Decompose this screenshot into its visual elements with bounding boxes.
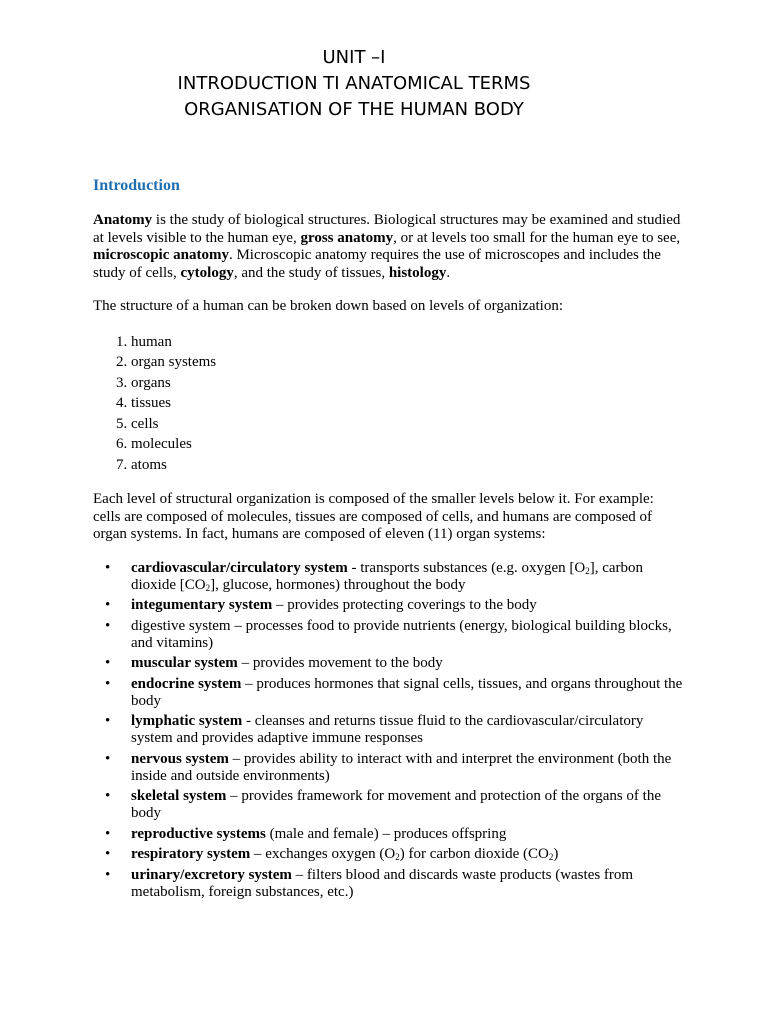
list-item: • lymphatic system - cleanses and returns tissue fluid to the cardiovascular/circulatory system and provides adaptive immune responses (105, 713, 644, 746)
list-item: • respiratory system – exchanges oxygen $(O_2)$ for carbon dioxide $(CO_2)$ (105, 846, 559, 862)
intro-paragraph: Anatomy is the study of biological structures. Biological structures may be examined and studied at levels visible to the human eye, gross anatomy, or at levels too small for the human eye to see, microscopic anatomy. Microscopic anatomy requires the use of microscopes and includes the study of cells, cytology, and the study of tissues, histology. (93, 212, 681, 281)
list-item: • cardiovascular/circulatory system - transports substances (e.g. oxygen $[O_2]$, carbon dioxide $[CO_2]$, glucose, hormones) throughout the body (105, 559, 644, 593)
list-item: • endocrine system – produces hormones that signal cells, tissues, and organs throughout the body (105, 675, 683, 709)
list-item: • muscular system – provides movement to the body (105, 655, 443, 671)
document-body (93, 176, 683, 904)
chapter-title: INTRODUCTION TI ANATOMICAL TERMS (177, 73, 531, 94)
list-item: 3. organs (131, 373, 683, 394)
organ-systems-paragraph: Each level of structural organization is composed of the smaller levels below it. For example: cells are composed of molecules, tissues are composed of cells, and humans are composed of organ systems. In fact, humans are composed of eleven (11) organ systems: (93, 491, 654, 542)
list-item: 4. tissues (131, 393, 683, 414)
bullet-icon: • (105, 597, 111, 613)
list-item: • integumentary system – provides protecting coverings to the body (105, 597, 537, 613)
bullet-icon: • (105, 750, 111, 767)
bullet-icon: • (105, 617, 111, 634)
bullet-icon: • (105, 846, 111, 862)
list-item: • reproductive systems (male and female) – produces offspring (105, 825, 507, 842)
document-header (0, 45, 708, 123)
term-microscopic-anatomy: microscopic anatomy (93, 247, 229, 263)
unit-title: UNIT –I (322, 47, 386, 68)
bullet-icon: • (105, 713, 111, 729)
list-item: 2. organ systems (131, 352, 683, 373)
list-item: 6. molecules (131, 434, 683, 455)
list-item: 7. atoms (131, 455, 683, 476)
bullet-icon: • (105, 788, 111, 804)
section-heading: Introduction (93, 177, 180, 194)
bullet-icon: • (105, 559, 111, 576)
list-item: • digestive system – processes food to provide nutrients (energy, biological building blocks, and vitamins) (105, 617, 672, 651)
list-item: • nervous system – provides ability to interact with and interpret the environment (both the inside and outside environments) (105, 750, 672, 784)
term-histology: histology (388, 264, 447, 281)
term-gross-anatomy: gross anatomy (300, 229, 394, 246)
term-anatomy: Anatomy (93, 212, 153, 228)
organ-systems-list (93, 560, 683, 901)
bullet-icon: • (105, 825, 111, 842)
chapter-subtitle: ORGANISATION OF THE HUMAN BODY (184, 99, 524, 120)
term-cytology: cytology (180, 264, 234, 281)
levels-list (93, 332, 683, 476)
list-item: 5. cells (131, 414, 683, 435)
list-item: • urinary/excretory system – filters blood and discards waste products (wastes from metabolism, foreign substances, etc.) (105, 866, 634, 900)
list-item: • skeletal system – provides framework for movement and protection of the organs of the body (105, 788, 662, 821)
levels-intro-paragraph: The structure of a human can be broken down based on levels of organization: (93, 298, 563, 314)
bullet-icon: • (105, 655, 111, 671)
bullet-icon: • (105, 675, 111, 692)
list-item: 1. human (131, 332, 683, 353)
bullet-icon: • (105, 866, 111, 883)
